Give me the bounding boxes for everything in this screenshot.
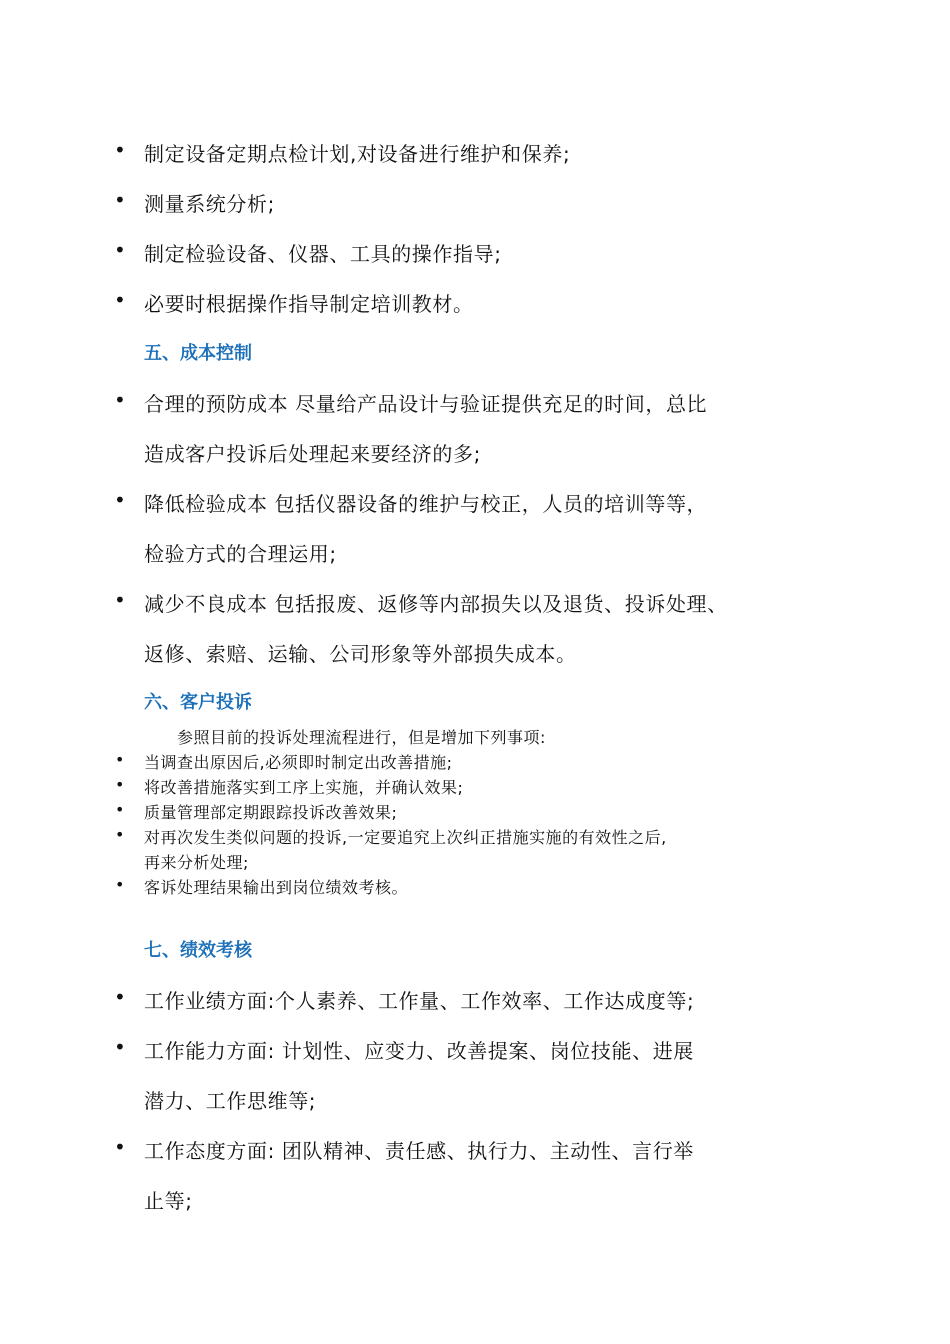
list-item-text: 必要时根据操作指导制定培训教材。 (144, 292, 474, 316)
list-item-continuation: 止等; (144, 1189, 193, 1213)
list-item-text: 减少不良成本 包括报废、返修等内部损失以及退货、投诉处理、 (144, 592, 728, 616)
section-heading-performance-review: 七、绩效考核 (144, 940, 252, 961)
bullet-icon: • (114, 388, 127, 412)
bullet-icon: • (114, 138, 127, 162)
section-intro: 参照目前的投诉处理流程进行，但是增加下列事项: (177, 728, 546, 747)
list-item-text: 客诉处理结果输出到岗位绩效考核。 (144, 878, 409, 897)
list-item-continuation: 再来分析处理; (144, 853, 249, 872)
bullet-icon: • (114, 1035, 127, 1059)
list-item-continuation: 造成客户投诉后处理起来要经济的多; (144, 442, 481, 466)
list-item-text: 当调查出原因后,必须即时制定出改善措施; (144, 753, 453, 772)
bullet-icon: • (115, 775, 125, 794)
bullet-icon: • (114, 488, 127, 512)
list-item-text: 降低检验成本 包括仪器设备的维护与校正，人员的培训等等， (144, 492, 708, 516)
bullet-icon: • (114, 588, 127, 612)
bullet-icon: • (115, 800, 125, 819)
bullet-icon: • (114, 188, 127, 212)
list-item-text: 合理的预防成本 尽量给产品设计与验证提供充足的时间，总比 (144, 392, 708, 416)
bullet-icon: • (114, 985, 127, 1009)
bullet-icon: • (115, 825, 125, 844)
list-item-continuation: 潜力、工作思维等; (144, 1089, 317, 1113)
section-heading-customer-complaints: 六、客户投诉 (144, 692, 252, 713)
bullet-icon: • (114, 1135, 127, 1159)
list-item-text: 质量管理部定期跟踪投诉改善效果; (144, 803, 398, 822)
bullet-icon: • (115, 750, 125, 769)
list-item-text: 工作态度方面: 团队精神、责任感、执行力、主动性、言行举 (144, 1139, 694, 1163)
list-item-text: 工作能力方面: 计划性、应变力、改善提案、岗位技能、进展 (144, 1039, 694, 1063)
list-item-text: 工作业绩方面:个人素养、工作量、工作效率、工作达成度等; (144, 989, 695, 1013)
section-heading-cost-control: 五、成本控制 (144, 343, 252, 364)
bullet-icon: • (114, 238, 127, 262)
bullet-icon: • (115, 875, 125, 894)
list-item-text: 测量系统分析; (144, 192, 275, 216)
list-item-continuation: 返修、索赔、运输、公司形象等外部损失成本。 (144, 642, 577, 666)
list-item-text: 对再次发生类似问题的投诉,一定要追究上次纠正措施实施的有效性之后, (144, 828, 667, 847)
bullet-icon: • (114, 288, 127, 312)
list-item-text: 将改善措施落实到工序上实施，并确认效果; (144, 778, 464, 797)
list-item-text: 制定设备定期点检计划,对设备进行维护和保养; (144, 142, 571, 166)
list-item-continuation: 检验方式的合理运用; (144, 542, 337, 566)
list-item-text: 制定检验设备、仪器、工具的操作指导; (144, 242, 502, 266)
